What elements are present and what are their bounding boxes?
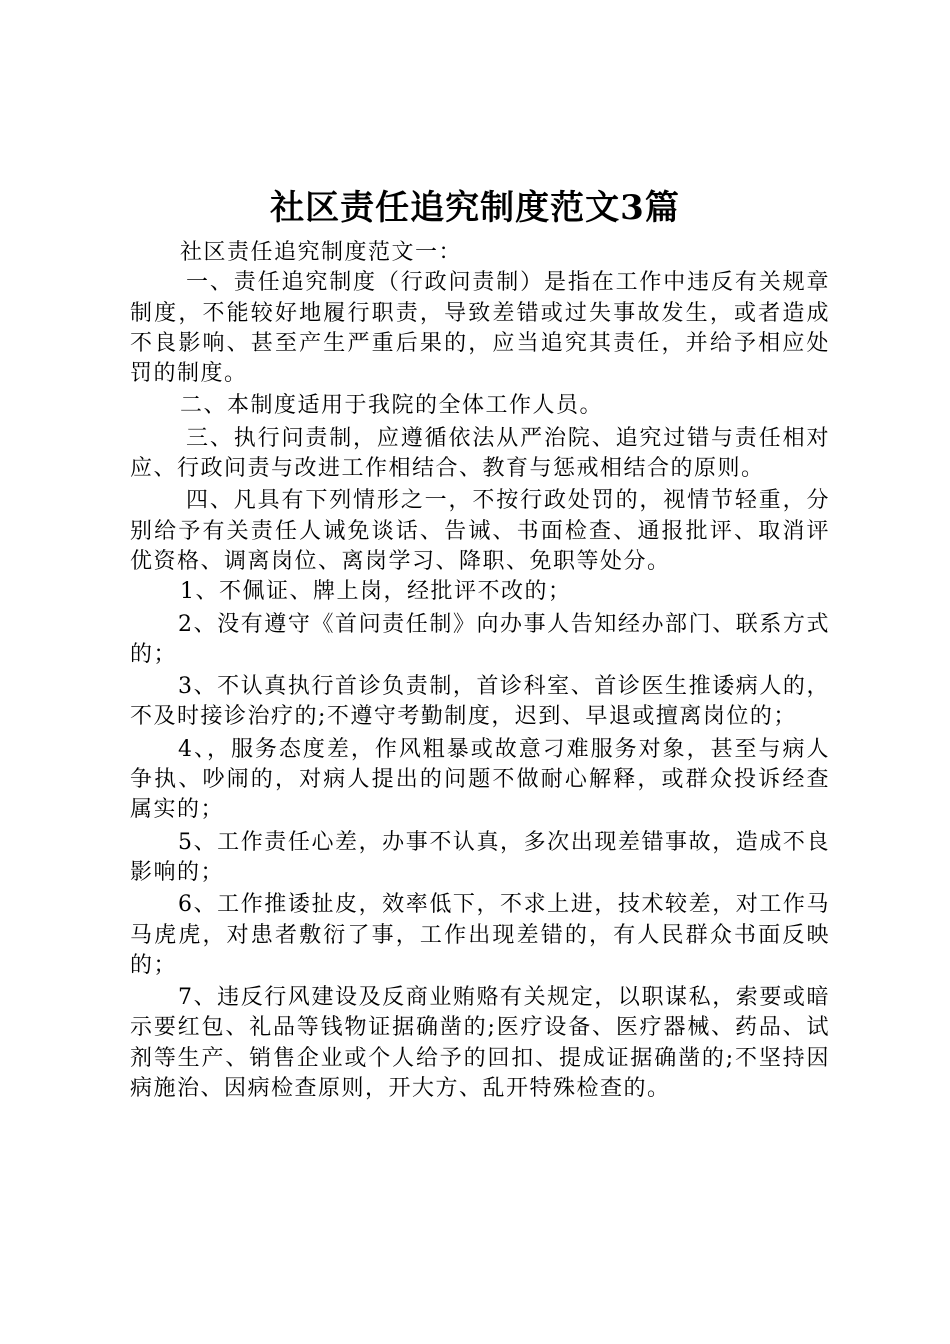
paragraph-item-1: 一、责任追究制度（行政问责制）是指在工作中违反有关规章制度，不能较好地履行职责，导致差错或过失事故发生，或者造成不良影响、甚至产生严重后果的，应当追究其责任，并给予相应处罚的制度。	[130, 270, 830, 387]
document-body	[130, 238, 830, 1104]
paragraph-intro: 社区责任追究制度范文一：	[180, 240, 463, 265]
paragraph-item-3: 三、执行问责制，应遵循依法从严治院、追究过错与责任相对应、行政问责与改进工作相结合、教育与惩戒相结合的原则。	[130, 425, 830, 482]
paragraph-clause-5: 5、工作责任心差，办事不认真，多次出现差错事故，造成不良影响的；	[130, 829, 830, 885]
paragraph-clause-3: 3、不认真执行首诊负责制，首诊科室、首诊医生推诿病人的，不及时接诊治疗的;不遵守考勤制度，迟到、早退或擅离岗位的；	[130, 674, 830, 730]
paragraph-clause-6: 6、工作推诿扯皮，效率低下，不求上进，技术较差，对工作马马虎虎，对患者敷衍了事，工作出现差错的，有人民群众书面反映的；	[130, 892, 830, 978]
paragraph-clause-7: 7、违反行风建设及反商业贿赂有关规定，以职谋私，索要或暗示要红包、礼品等钱物证据确凿的;医疗设备、医疗器械、药品、试剂等生产、销售企业或个人给予的回扣、提成证据确凿的;不坚持因病施治、因病检查原则，开大方、乱开特殊检查的。	[130, 985, 830, 1102]
paragraph-clause-4: 4、，服务态度差，作风粗暴或故意刁难服务对象，甚至与病人争执、吵闹的，对病人提出的问题不做耐心解释，或群众投诉经查属实的；	[130, 736, 830, 823]
paragraph-item-2: 二、本制度适用于我院的全体工作人员。	[180, 393, 604, 419]
document-title: 社区责任追究制度范文3篇	[270, 188, 680, 228]
paragraph-item-4: 四、凡具有下列情形之一，不按行政处罚的，视情节轻重，分别给予有关责任人诫免谈话、告诫、书面检查、通报批评、取消评优资格、调离岗位、离岗学习、降职、免职等处分。	[130, 488, 830, 574]
paragraph-clause-1: 1、不佩证、牌上岗，经批评不改的；	[180, 579, 572, 605]
paragraph-clause-2: 2、没有遵守《首问责任制》向办事人告知经办部门、联系方式的；	[130, 611, 830, 667]
